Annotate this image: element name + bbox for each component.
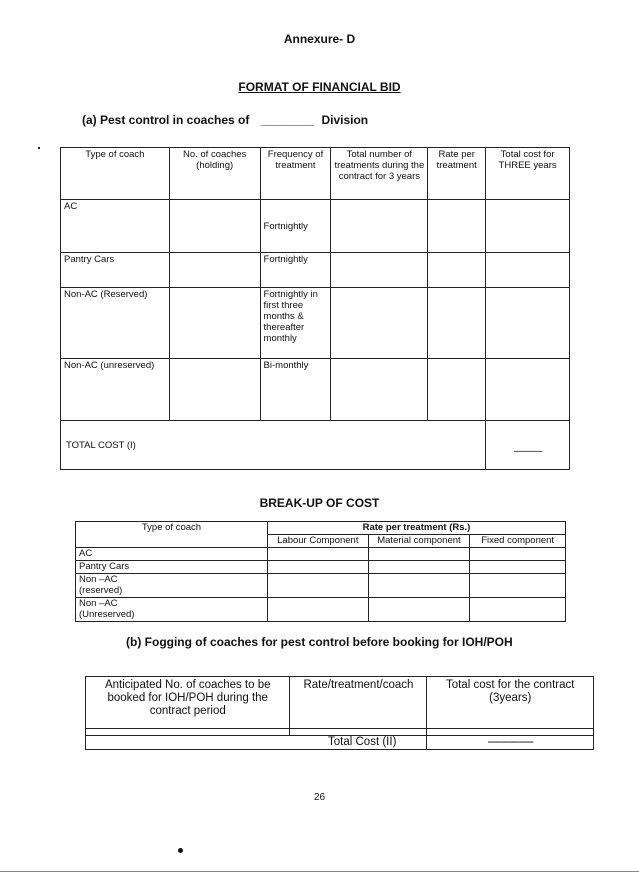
total-cost-label: TOTAL COST (I)	[61, 421, 486, 470]
row-frequency: Bi-monthly	[260, 359, 331, 421]
col-header-total-cost: Total cost for THREE years	[486, 148, 570, 200]
page-number: 26	[313, 792, 326, 803]
row-type: AC	[61, 200, 170, 253]
table-row	[76, 598, 566, 622]
fogging-col-rate: Rate/treatment/coach	[290, 677, 427, 729]
page-edge-line	[0, 871, 639, 872]
scan-dot	[178, 848, 183, 853]
fogging-total-value: ----------------	[427, 736, 594, 750]
section-b-heading: (b) Fogging of coaches for pest control before booking for IOH/POH	[126, 635, 513, 649]
table-header-row	[61, 148, 570, 200]
total-row	[61, 421, 570, 470]
col-header-rate: Rate per treatment	[428, 148, 486, 200]
breakup-col-labour: Labour Component	[267, 535, 368, 548]
breakup-col-type: Type of coach	[76, 522, 268, 548]
breakup-row-type: Non –AC (Unreserved)	[76, 598, 268, 622]
scan-speck	[38, 147, 40, 149]
row-type: Non-AC (Reserved)	[61, 288, 170, 359]
breakup-title: BREAK-UP OF COST	[259, 496, 380, 510]
col-header-frequency: Frequency of treatment	[260, 148, 331, 200]
col-header-type: Type of coach	[61, 148, 170, 200]
row-type: Non-AC (unreserved)	[61, 359, 170, 421]
col-header-total-treatments: Total number of treatments during the contract for 3 years	[331, 148, 428, 200]
breakup-table	[75, 521, 566, 622]
table-row	[76, 574, 566, 598]
breakup-col-fixed: Fixed component	[470, 535, 566, 548]
fogging-col-total-cost: Total cost for the contract (3years)	[427, 677, 594, 729]
breakup-row-type: Pantry Cars	[76, 561, 268, 574]
page-title: FORMAT OF FINANCIAL BID	[238, 80, 401, 94]
breakup-rate-header: Rate per treatment (Rs.)	[267, 522, 565, 535]
fogging-header-row	[86, 677, 594, 729]
breakup-row-type: Non –AC (reserved)	[76, 574, 268, 598]
table-row	[61, 359, 570, 421]
division-blank: ________	[260, 113, 315, 127]
breakup-header-row	[76, 522, 566, 535]
total-cost-value: -------------	[486, 421, 570, 470]
fogging-table	[85, 676, 594, 750]
table-row	[76, 548, 566, 561]
row-frequency: Fortnightly in first three months & thereafter monthly	[260, 288, 331, 359]
section-a-heading	[82, 113, 368, 127]
total-row	[86, 736, 594, 750]
section-a-prefix: (a) Pest control in coaches of	[82, 113, 250, 127]
breakup-row-type: AC	[76, 548, 268, 561]
table-row	[61, 200, 570, 253]
annexure-label: Annexure- D	[283, 32, 356, 46]
row-frequency: Fortnightly	[260, 200, 331, 253]
table-row	[76, 561, 566, 574]
row-type: Pantry Cars	[61, 253, 170, 288]
col-header-no-coaches: No. of coaches (holding)	[169, 148, 260, 200]
section-a-suffix: Division	[321, 113, 369, 127]
breakup-col-material: Material component	[368, 535, 470, 548]
table-row	[61, 288, 570, 359]
row-frequency: Fortnightly	[260, 253, 331, 288]
fogging-col-anticipated: Anticipated No. of coaches to be booked for IOH/POH during the contract period	[86, 677, 290, 729]
table-row	[61, 253, 570, 288]
fogging-total-label: Total Cost (II)	[86, 736, 427, 750]
table-row	[86, 729, 594, 736]
pest-control-table	[60, 147, 570, 470]
